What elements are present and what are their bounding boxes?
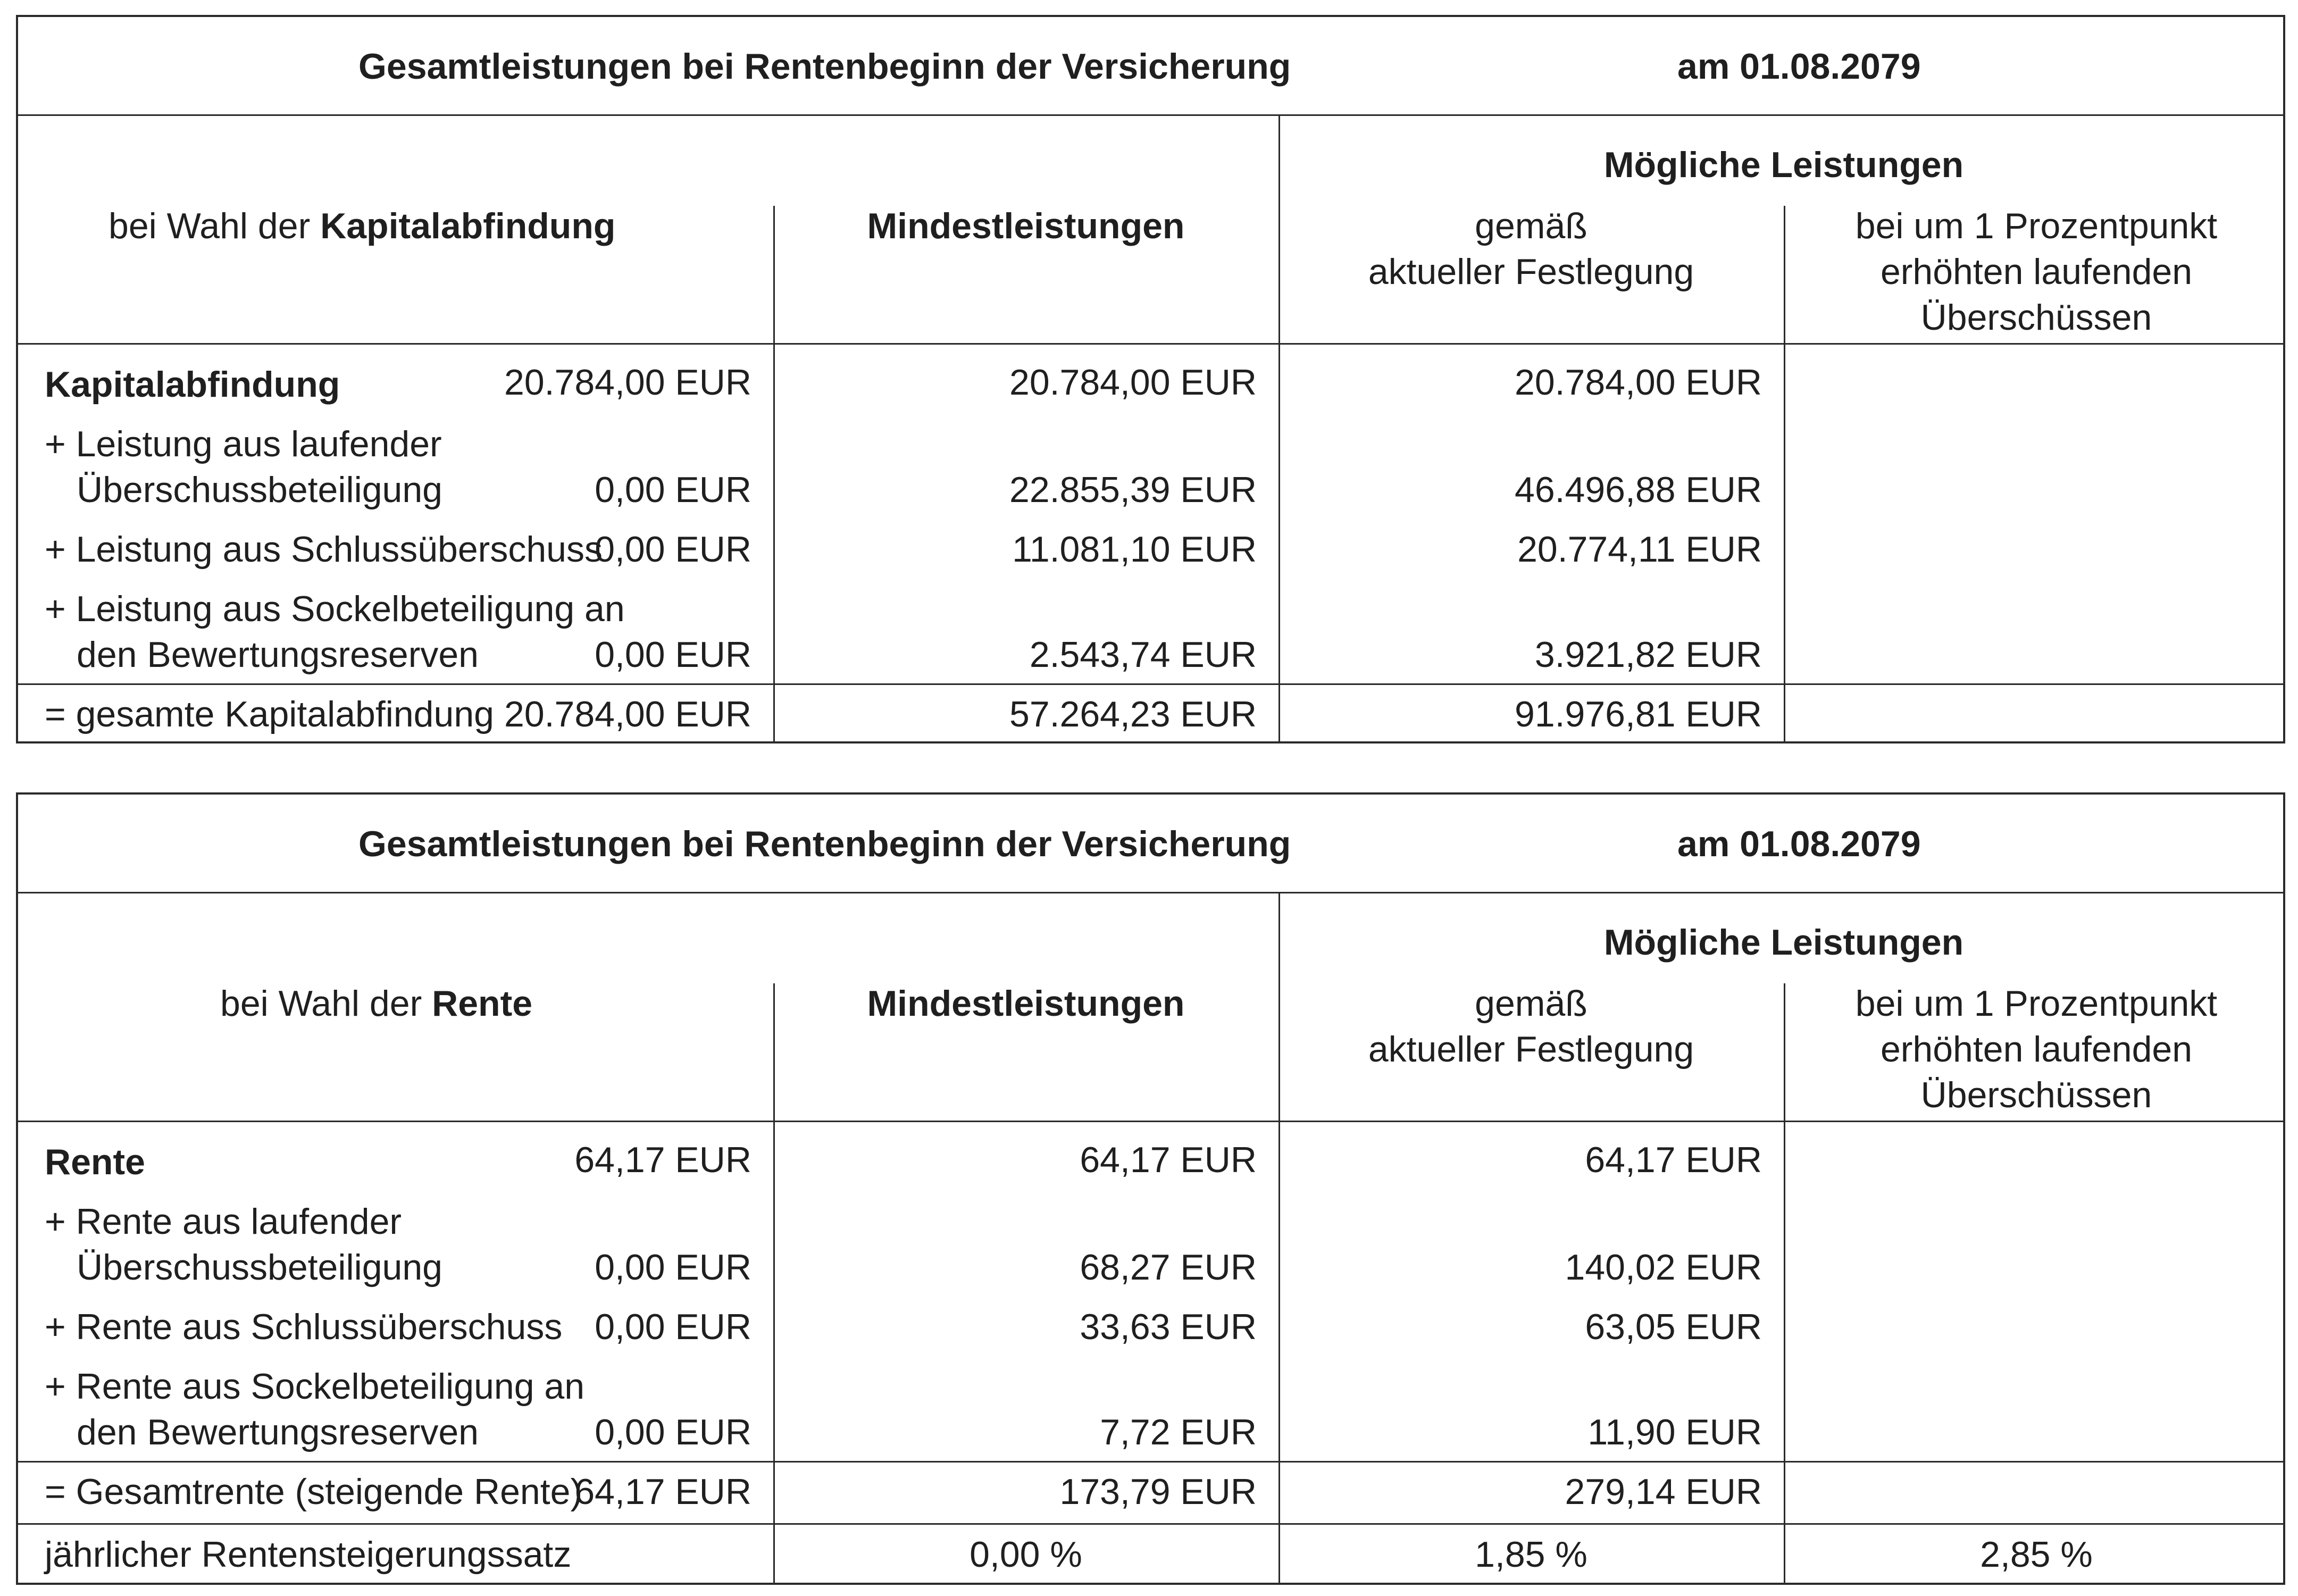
divider <box>18 1461 2283 1463</box>
row-label: Rente <box>45 1142 145 1182</box>
divider <box>1784 206 1785 343</box>
value-increased: 140,02 EUR <box>1565 1247 1762 1288</box>
column-header-increased: bei um 1 Prozentpunkt <box>1855 206 2218 246</box>
value-increased: 63,05 EUR <box>1585 1307 1762 1347</box>
divider <box>1278 1121 1280 1585</box>
divider <box>18 1523 2283 1525</box>
table-date: am 01.08.2079 <box>1677 824 1921 864</box>
value-current: 22.855,39 EUR <box>1009 470 1257 510</box>
row-label-line2: Überschussbeteiligung <box>77 470 442 510</box>
row-label: + Leistung aus Sockelbeteiligung an <box>45 589 625 629</box>
total-label: = gesamte Kapitalabfindung <box>45 694 494 734</box>
column-header-current-line2: aktueller Festlegung <box>1368 1029 1694 1069</box>
column-header-increased: bei um 1 Prozentpunkt <box>1855 983 2218 1024</box>
table-title: Gesamtleistungen bei Rentenbeginn der Versicherung <box>358 824 1291 864</box>
rate-increased: 2,85 % <box>1980 1534 2093 1575</box>
value-increased: 20.774,11 EUR <box>1517 529 1762 570</box>
value-minimum: 0,00 EUR <box>595 529 751 570</box>
divider <box>773 206 775 343</box>
value-current: 2.543,74 EUR <box>1029 634 1257 675</box>
column-header-minimum: Mindestleistungen <box>867 206 1185 246</box>
row-label-line2: Überschussbeteiligung <box>77 1247 442 1288</box>
column-header-increased-line2: erhöhten laufenden <box>1880 252 2193 292</box>
value-minimum: 0,00 EUR <box>595 1247 751 1288</box>
value-minimum: 0,00 EUR <box>595 1307 751 1347</box>
value-minimum: 0,00 EUR <box>595 470 751 510</box>
column-header-current: gemäß <box>1475 983 1587 1024</box>
rate-current: 1,85 % <box>1475 1534 1587 1575</box>
row-label: + Leistung aus Schlussüberschuss <box>45 529 603 570</box>
column-header-current: gemäß <box>1475 206 1587 246</box>
divider <box>18 892 2283 893</box>
kapitalabfindung-table <box>16 15 2285 743</box>
total-label: = Gesamtrente (steigende Rente) <box>45 1472 583 1512</box>
row-label-line2: den Bewertungsreserven <box>77 1412 479 1452</box>
value-current: 68,27 EUR <box>1080 1247 1257 1288</box>
total-minimum: 64,17 EUR <box>574 1472 751 1512</box>
divider <box>1278 892 1280 1121</box>
column-header-minimum: Mindestleistungen <box>867 983 1185 1024</box>
column-header-increased-line3: Überschüssen <box>1920 297 2152 338</box>
divider <box>1278 114 1280 343</box>
divider <box>18 114 2283 116</box>
value-current: 20.784,00 EUR <box>1009 362 1257 403</box>
column-group-header: Mögliche Leistungen <box>1603 145 1964 185</box>
row-label: + Rente aus Schlussüberschuss <box>45 1307 563 1347</box>
rate-label: jährlicher Rentensteigerungssatz <box>45 1534 572 1575</box>
value-minimum: 64,17 EUR <box>574 1140 751 1180</box>
row-label: + Rente aus laufender <box>45 1201 402 1242</box>
column-header-increased-line3: Überschüssen <box>1920 1075 2152 1115</box>
value-current: 11.081,10 EUR <box>1012 529 1257 570</box>
divider <box>773 1121 775 1585</box>
value-minimum: 0,00 EUR <box>595 634 751 675</box>
value-increased: 11,90 EUR <box>1587 1412 1762 1452</box>
total-minimum: 20.784,00 EUR <box>504 694 751 734</box>
value-increased: 46.496,88 EUR <box>1515 470 1762 510</box>
row-label: Kapitalabfindung <box>45 364 340 405</box>
divider <box>18 1121 2283 1122</box>
row-label: + Leistung aus laufender <box>45 424 442 464</box>
rate-minimum: 0,00 % <box>970 1534 1082 1575</box>
total-current: 57.264,23 EUR <box>1009 694 1257 734</box>
column-header-increased-line2: erhöhten laufenden <box>1880 1029 2193 1069</box>
column-header-selection: bei Wahl der Kapitalabfindung <box>108 206 616 246</box>
column-header-current-line2: aktueller Festlegung <box>1368 252 1694 292</box>
total-increased: 279,14 EUR <box>1565 1472 1762 1512</box>
divider <box>18 343 2283 345</box>
column-header-selection: bei Wahl der Rente <box>220 983 533 1024</box>
row-label: + Rente aus Sockelbeteiligung an <box>45 1366 585 1407</box>
value-increased: 20.784,00 EUR <box>1515 362 1762 403</box>
value-increased: 3.921,82 EUR <box>1534 634 1762 675</box>
table-date: am 01.08.2079 <box>1677 46 1921 87</box>
divider <box>773 983 775 1121</box>
table-title: Gesamtleistungen bei Rentenbeginn der Versicherung <box>358 46 1291 87</box>
value-current: 64,17 EUR <box>1080 1140 1257 1180</box>
column-group-header: Mögliche Leistungen <box>1603 922 1964 963</box>
value-minimum: 20.784,00 EUR <box>504 362 751 403</box>
rente-table <box>16 792 2285 1585</box>
divider <box>1784 983 1785 1121</box>
total-increased: 91.976,81 EUR <box>1515 694 1762 734</box>
divider <box>18 683 2283 685</box>
value-current: 7,72 EUR <box>1100 1412 1257 1452</box>
total-current: 173,79 EUR <box>1059 1472 1257 1512</box>
value-current: 33,63 EUR <box>1080 1307 1257 1347</box>
value-minimum: 0,00 EUR <box>595 1412 751 1452</box>
divider <box>1784 1121 1785 1585</box>
value-increased: 64,17 EUR <box>1585 1140 1762 1180</box>
row-label-line2: den Bewertungsreserven <box>77 634 479 675</box>
